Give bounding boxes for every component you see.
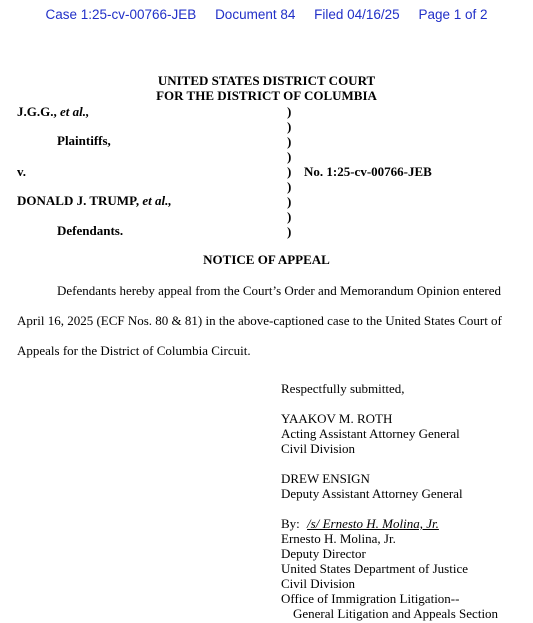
signer-ensign-title: Deputy Assistant Attorney General xyxy=(281,486,463,501)
plaintiff-role: Plaintiffs, xyxy=(57,133,111,148)
signer-molina-title: Deputy Director xyxy=(281,546,366,561)
signature-block xyxy=(281,381,498,621)
body-line-3: Appeals for the District of Columbia Circuit. xyxy=(17,343,251,358)
paren: ) xyxy=(287,164,292,179)
paren: ) xyxy=(287,104,292,119)
signer-roth-name: YAAKOV M. ROTH xyxy=(281,411,393,426)
paren: ) xyxy=(287,209,292,224)
body-line-2: April 16, 2025 (ECF Nos. 80 & 81) in the above-captioned case to the United States Court of xyxy=(17,313,502,328)
ecf-header-stamp xyxy=(0,7,533,22)
signer-ensign-name: DREW ENSIGN xyxy=(281,471,370,486)
division: Civil Division xyxy=(281,576,356,591)
versus: v. xyxy=(17,164,27,179)
paren: ) xyxy=(287,194,292,209)
stamp-case: Case 1:25-cv-00766-JEB xyxy=(45,7,197,22)
paren: ) xyxy=(287,134,292,149)
signer-roth-division: Civil Division xyxy=(281,441,356,456)
case-number: No. 1:25-cv-00766-JEB xyxy=(304,164,432,179)
signer-roth-title: Acting Assistant Attorney General xyxy=(281,426,460,441)
paren: ) xyxy=(287,119,292,134)
stamp-document: Document 84 xyxy=(215,7,296,22)
defendant-name: DONALD J. TRUMP, et al., xyxy=(17,193,172,208)
office: Office of Immigration Litigation-- xyxy=(281,591,460,606)
defendant-role: Defendants. xyxy=(57,223,124,238)
plaintiff-name: J.G.G., et al., xyxy=(17,104,90,119)
paren: ) xyxy=(287,224,292,239)
department: United States Department of Justice xyxy=(281,561,469,576)
document-title: NOTICE OF APPEAL xyxy=(203,252,330,267)
paren: ) xyxy=(287,149,292,164)
by-line: By: /s/ Ernesto H. Molina, Jr. xyxy=(281,516,498,531)
court-name-line2: FOR THE DISTRICT OF COLUMBIA xyxy=(156,88,377,103)
stamp-filed: Filed 04/16/25 xyxy=(314,7,400,22)
caption-paren-column xyxy=(287,104,297,239)
court-name-line1: UNITED STATES DISTRICT COURT xyxy=(157,73,376,88)
section: General Litigation and Appeals Section xyxy=(293,606,499,621)
paren: ) xyxy=(287,179,292,194)
closing: Respectfully submitted, xyxy=(281,381,405,396)
e-signature: /s/ Ernesto H. Molina, Jr. xyxy=(307,516,439,531)
stamp-page: Page 1 of 2 xyxy=(418,7,488,22)
signer-molina-name: Ernesto H. Molina, Jr. xyxy=(281,531,396,546)
body-line-1: Defendants hereby appeal from the Court’s Order and Memorandum Opinion entered xyxy=(57,283,502,298)
